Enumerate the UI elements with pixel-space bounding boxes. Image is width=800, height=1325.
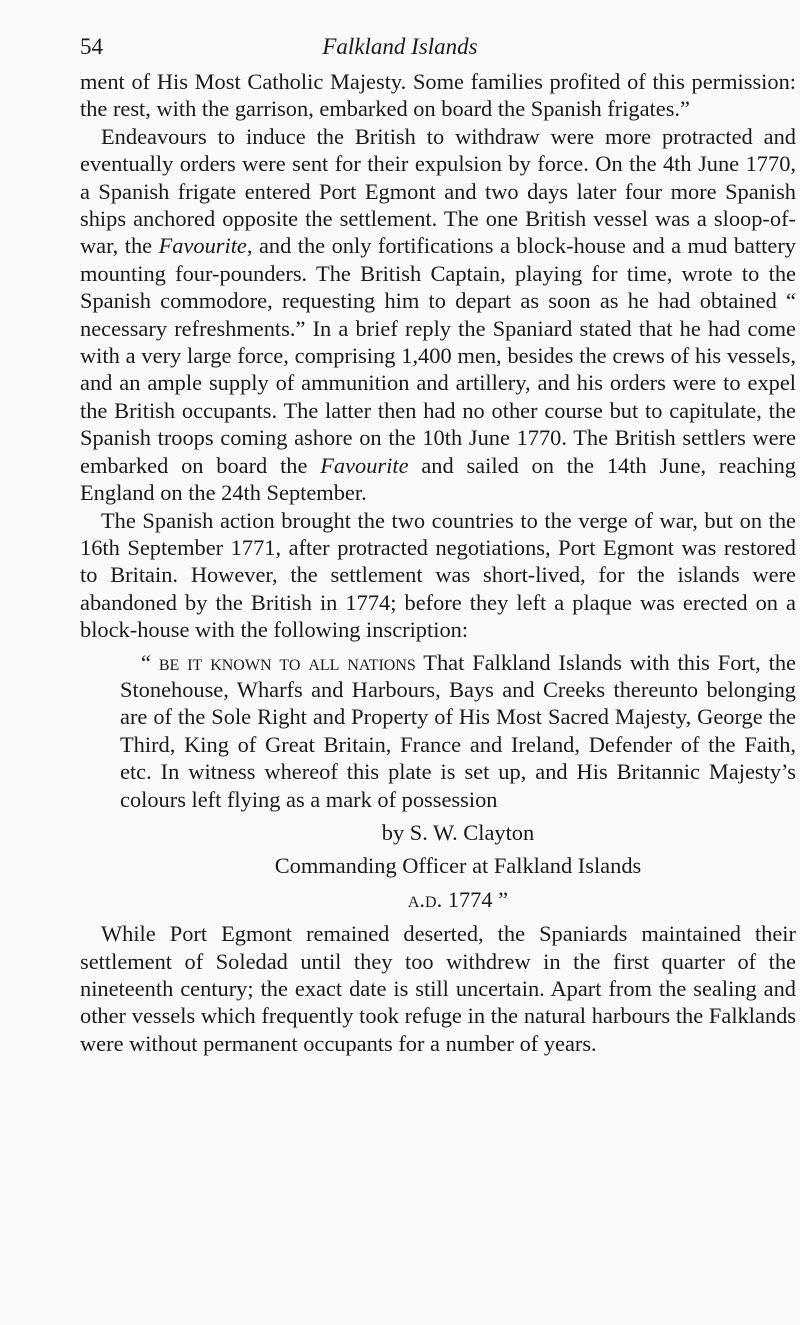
plaque-inscription bbox=[80, 649, 796, 914]
paragraph-expulsion-text-c: and sailed on the 14th June, reaching England on the 24th September. bbox=[80, 452, 797, 506]
inscription-body: That Falkland Islands with this Fort, the Stonehouse, Wharfs and Harbours, Bays and Creeks thereunto belonging are of the Sole Right and Property of His Most Sacred Majesty, George the Third, King of Great Britain, France and Ireland, Defender of the Faith, etc. In witness whereof this plate is set up, and His Britannic Majesty’s colours left flying as a mark of possession bbox=[120, 649, 796, 812]
inscription-era: a.d. bbox=[407, 886, 443, 912]
paragraph-expulsion bbox=[80, 123, 796, 507]
ship-name-favourite-2: Favourite bbox=[320, 452, 409, 478]
inscription-year: 1774 ” bbox=[442, 886, 509, 912]
paragraph-expulsion-text-a: Endeavours to induce the British to withdraw were more protracted and eventually orders were sent for their expulsion by force. On the 4th June 1770, a Spanish frigate entered Port Egmont and two days later four more Spanish ships anchored opposite the settlement. The one British vessel was a sloop-of-war, the bbox=[80, 123, 796, 259]
paragraph-continuation: ment of His Most Catholic Majesty. Some families profited of this permission: the rest, with the garrison, embarked on board the Spanish frigates.” bbox=[80, 69, 796, 122]
inscription-date bbox=[120, 886, 796, 913]
body-text bbox=[80, 68, 796, 1057]
paragraph-restoration: The Spanish action brought the two countries to the verge of war, but on the 16th September 1771, after protracted negotiations, Port Egmont was restored to Britain. However, the settlement was short-lived, for the islands were abandoned by the British in 1774; before they left a plaque was erected on a block-house with the following inscription: bbox=[80, 507, 796, 643]
paragraph-soledad: While Port Egmont remained deserted, the Spaniards maintained their settlement of Soledad until they too withdrew in the first quarter of the nineteenth century; the exact date is still uncertain. Apart from the sealing and other vessels which frequently took refuge in the natural harbours the Falklands were without permanent occupants for a number of years. bbox=[80, 921, 796, 1056]
inscription-text bbox=[120, 649, 796, 813]
inscription-open-quote: “ bbox=[141, 649, 159, 675]
page-number: 54 bbox=[80, 34, 103, 59]
running-title: Falkland Islands bbox=[322, 34, 478, 59]
paragraph-expulsion-text-b: , and the only fortifications a block-house and a mud battery mounting four-pounders. The British Captain, playing for time, wrote to the Spanish commodore, requesting him to depart as soon as he had obtained “ necessary refreshments.” In a brief reply the Spaniard stated that he had come with a very large force, comprising 1,400 men, besides the crews of his vessels, and an ample supply of ammunition and artillery, and his orders were to expel the British occupants. The latter then had no other course but to capitulate, the Spanish troops coming ashore on the 10th June 1770. The British settlers were embarked on board the bbox=[80, 233, 796, 478]
ship-name-favourite: Favourite bbox=[158, 233, 247, 259]
inscription-signatory-title: Commanding Officer at Falkland Islands bbox=[274, 853, 642, 879]
inscription-smallcaps: be it known to all nations bbox=[158, 649, 416, 675]
running-head bbox=[80, 34, 720, 64]
inscription-signature: by S. W. Clayton bbox=[381, 819, 535, 845]
